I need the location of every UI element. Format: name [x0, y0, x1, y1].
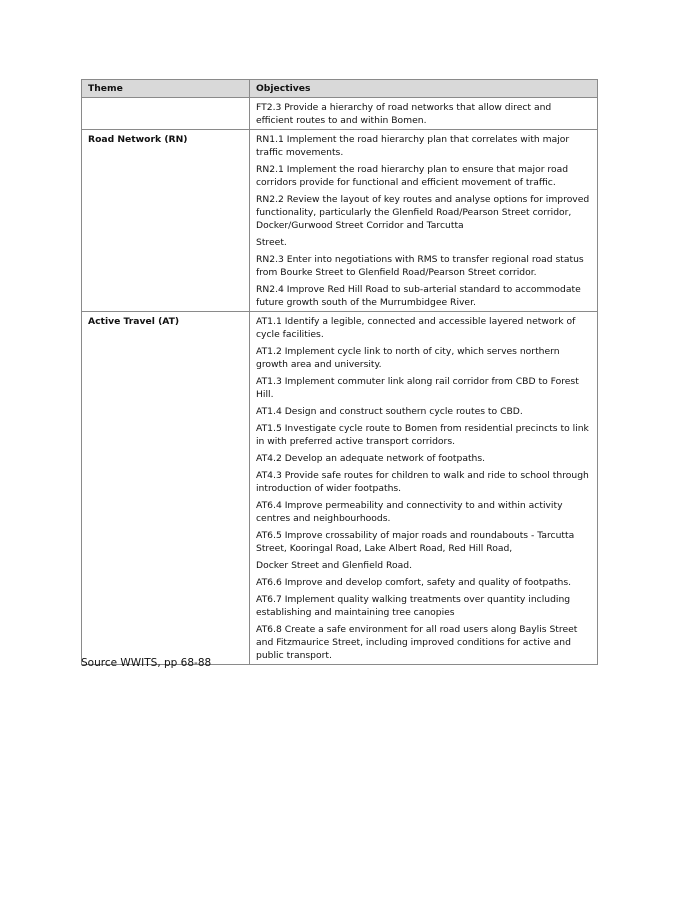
objectives-cell — [250, 98, 598, 130]
source-note: Source WWITS, pp 68-88 — [81, 657, 212, 669]
objectives-table — [81, 79, 598, 665]
objective-item: AT1.4 Design and construct southern cycle routes to CBD. — [256, 406, 523, 417]
objective-item: Street. — [256, 237, 287, 248]
objectives-cell — [250, 312, 598, 665]
objective-item: RN2.4 Improve Red Hill Road to sub-arterial standard to accommodate future growth south of the Murrumbidgee River. — [256, 284, 581, 308]
objective-item: Docker Street and Glenfield Road. — [256, 560, 412, 571]
table-row — [82, 98, 598, 130]
objective-item: RN2.1 Implement the road hierarchy plan to ensure that major road corridors provide for functional and efficient movement of traffic. — [256, 164, 569, 188]
objective-item: FT2.3 Provide a hierarchy of road networks that allow direct and efficient routes to and within Bomen. — [256, 102, 552, 126]
objectives-table-container — [81, 79, 597, 665]
objective-item: AT6.7 Implement quality walking treatments over quantity including establishing and maintaining tree canopies — [256, 594, 571, 618]
objective-item: AT1.5 Investigate cycle route to Bomen from residential precincts to link in with preferred active transport corridors. — [256, 423, 589, 447]
theme-cell — [82, 98, 250, 130]
table-row — [82, 312, 598, 665]
objective-item: AT1.1 Identify a legible, connected and accessible layered network of cycle facilities. — [256, 316, 576, 340]
table-header-row — [82, 80, 598, 98]
objective-item: RN2.2 Review the layout of key routes and analyse options for improved functionality, particularly the Glenfield Road/Pearson Street corridor, Docker/Gurwood Street Corridor and Tarcutta — [256, 194, 590, 231]
objective-item: AT6.4 Improve permeability and connectivity to and within activity centres and neighbourhoods. — [256, 500, 563, 524]
theme-cell: Road Network (RN) — [82, 130, 250, 312]
objective-item: RN1.1 Implement the road hierarchy plan that correlates with major traffic movements. — [256, 134, 570, 158]
objective-item: AT6.8 Create a safe environment for all road users along Baylis Street and Fitzmaurice Street, including improved conditions for active and public transport. — [256, 624, 578, 661]
objective-item: AT6.5 Improve crossability of major roads and roundabouts - Tarcutta Street, Kooringal Road, Lake Albert Road, Red Hill Road, — [256, 530, 575, 554]
header-theme: Theme — [82, 80, 250, 98]
objective-item: AT4.2 Develop an adequate network of footpaths. — [256, 453, 486, 464]
objective-item: AT1.2 Implement cycle link to north of city, which serves northern growth area and university. — [256, 346, 560, 370]
objectives-cell — [250, 130, 598, 312]
header-objectives: Objectives — [250, 80, 598, 98]
objective-item: AT4.3 Provide safe routes for children to walk and ride to school through introduction of wider footpaths. — [256, 470, 589, 494]
table-row — [82, 130, 598, 312]
objective-item: AT1.3 Implement commuter link along rail corridor from CBD to Forest Hill. — [256, 376, 579, 400]
objective-item: RN2.3 Enter into negotiations with RMS to transfer regional road status from Bourke Street to Glenfield Road/Pearson Street corridor. — [256, 254, 584, 278]
theme-cell: Active Travel (AT) — [82, 312, 250, 665]
objective-item: AT6.6 Improve and develop comfort, safety and quality of footpaths. — [256, 577, 572, 588]
